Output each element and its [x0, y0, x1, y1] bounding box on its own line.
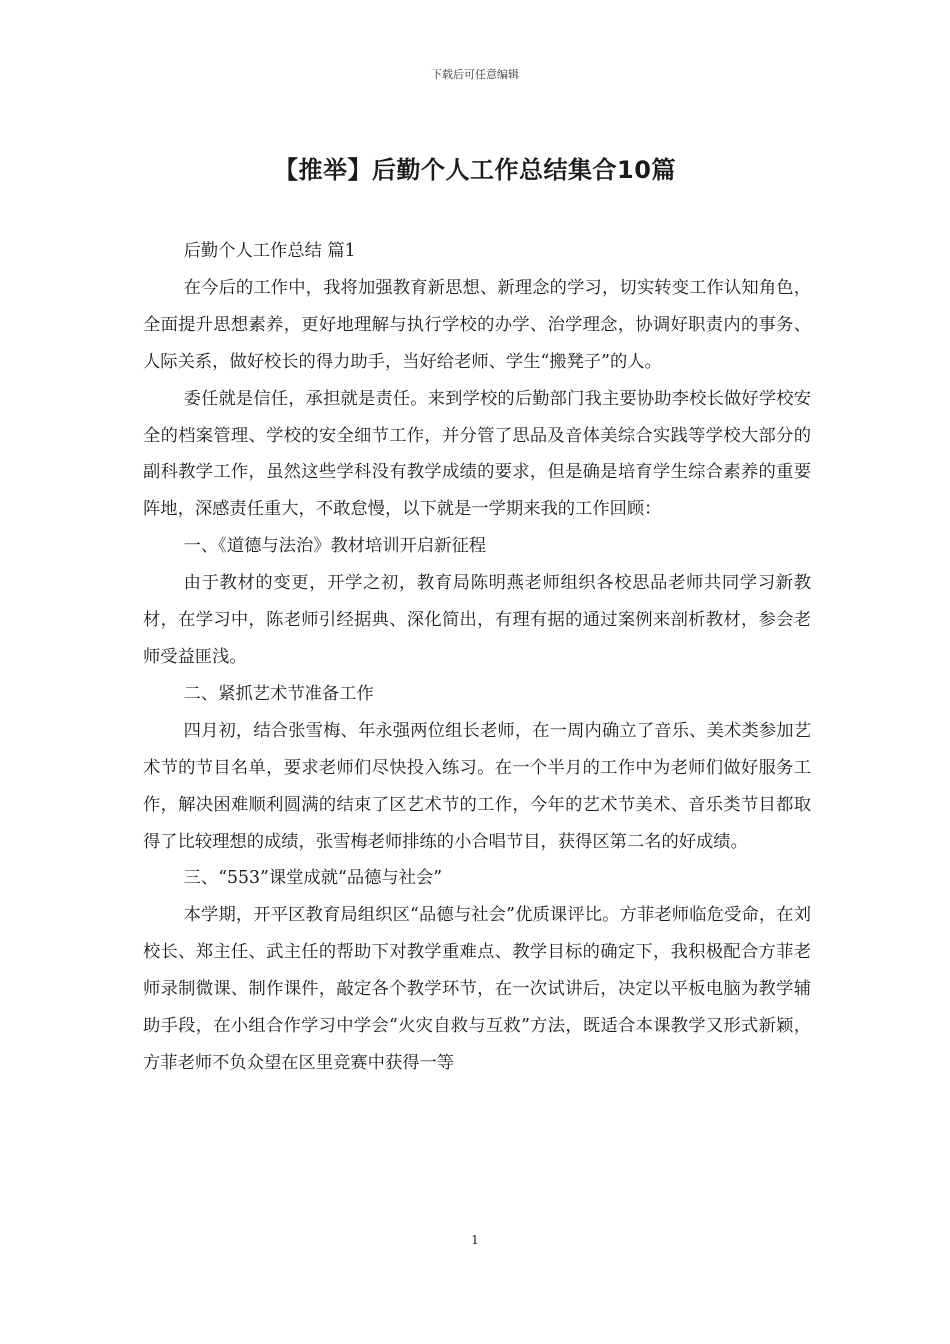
section-heading: 二、紧抓艺术节准备工作	[183, 683, 374, 704]
document-body	[143, 233, 811, 1082]
section-heading: 一、《道德与法治》教材培训开启新征程	[183, 536, 487, 557]
section-heading: 后勤个人工作总结 篇1	[183, 241, 356, 261]
document-title: 【推举】后勤个人工作总结集合10篇	[274, 156, 676, 184]
header-note: 下载后可任意编辑	[431, 68, 519, 81]
body-paragraph: 在今后的工作中，我将加强教育新思想、新理念的学习，切实转变工作认知角色，全面提升思想素养，更好地理解与执行学校的办学、治学理念，协调好职责内的事务、人际关系，做好校长的得力助手，当好给老师、学生“搬凳子”的人。	[143, 277, 811, 372]
body-paragraph: 委任就是信任，承担就是责任。来到学校的后勤部门我主要协助李校长做好学校安全的档案管理、学校的安全细节工作，并分管了思品及音体美综合实践等学校大部分的副科教学工作，虽然这些学科没有教学成绩的要求，但是确是培育学生综合素养的重要阵地，深感责任重大，不敢怠慢，以下就是一学期来我的工作回顾：	[143, 388, 811, 520]
body-paragraph: 由于教材的变更，开学之初，教育局陈明燕老师组织各校思品老师共同学习新教材，在学习中，陈老师引经据典、深化简出，有理有据的通过案例来剖析教材，参会老师受益匪浅。	[143, 573, 811, 667]
page-number: 1	[471, 1233, 479, 1247]
body-paragraph: 四月初，结合张雪梅、年永强两位组长老师，在一周内确立了音乐、美术类参加艺术节的节目名单，要求老师们尽快投入练习。在一个半月的工作中为老师们做好服务工作，解决困难顺利圆满的结束了区艺术节的工作，今年的艺术节美术、音乐类节目都取得了比较理想的成绩，张雪梅老师排练的小合唱节目，获得区第二名的好成绩。	[143, 720, 811, 852]
body-paragraph: 本学期，开平区教育局组织区“品德与社会”优质课评比。方菲老师临危受命，在刘校长、郑主任、武主任的帮助下对教学重难点、教学目标的确定下，我积极配合方菲老师录制微课、制作课件，敲定各个教学环节，在一次试讲后，决定以平板电脑为教学辅助手段，在小组合作学习中学会“火灾自救与互救”方法，既适合本课教学又形式新颖，方菲老师不负众望在区里竞赛中获得一等	[143, 905, 811, 1073]
section-heading: 三、“553”课堂成就“品德与社会”	[183, 868, 443, 889]
